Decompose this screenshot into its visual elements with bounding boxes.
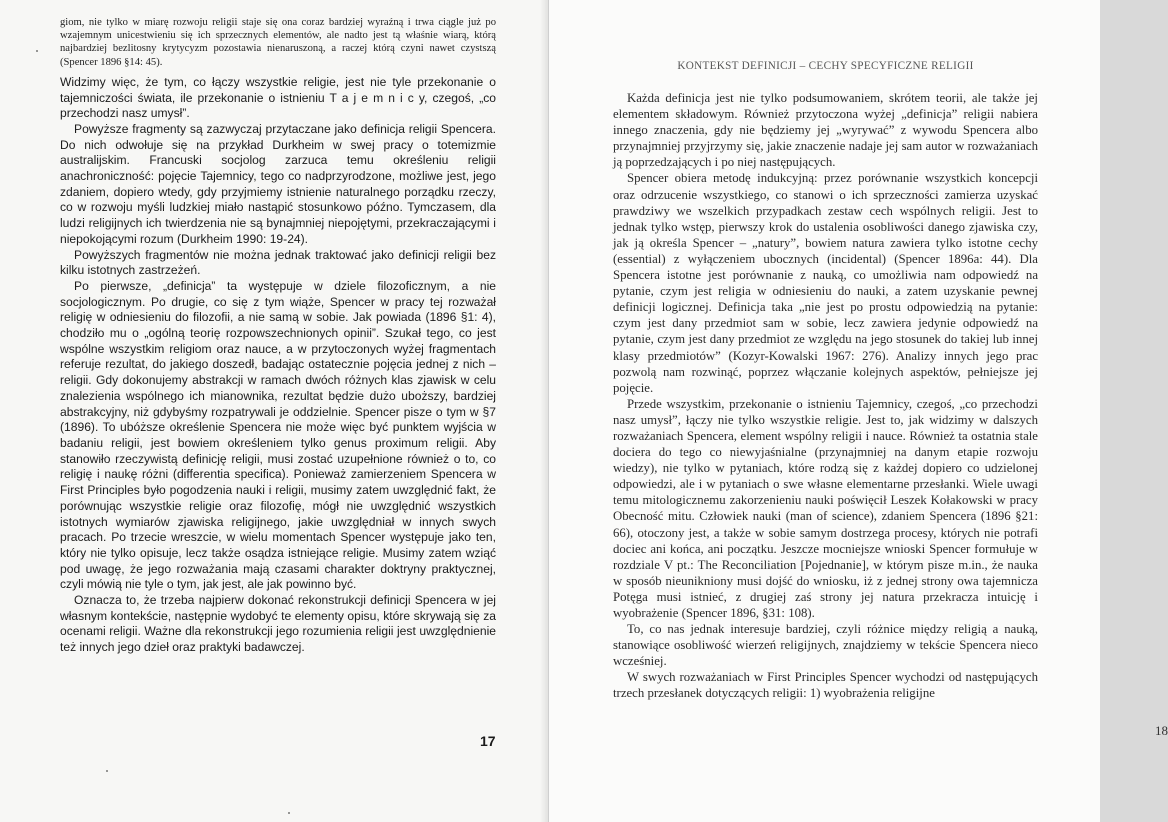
- scan-speck: [288, 812, 290, 814]
- paragraph: Spencer obiera metodę indukcyjną: przez porównanie wszystkich koncepcji oraz odrzucenie wszystkiego, co stanowi o ich sprzeczności zamierza uzyskać prawdziwy we wszelkich przypadkach zestaw cech wspólnych religii. Jest to jednak tylko wstęp, pierwszy krok do ustalenia osobliwości danego zjawiska czy, jak ją określa Spencer – „natury”, bowiem natura zawiera tylko istotne cechy (essential) z wyłączeniem ubocznych (incidental) (Spencer 1896a: 44). Dla Spencera istotne jest porównanie z nauką, co umożliwia nam odpowiedź na pytanie, czym jest religia w odniesieniu do nauki, a zatem uzyskanie pewnej definicji logicznej. Definicja taka „nie jest po prostu odpowiedzią na pytanie: czym jest dany przedmiot sam w sobie, lecz zawiera jedynie odpowiedź na pytanie, czym jest dany przedmiot ze względu na jego stosunek do takiej lub innej klasy przedmiotów” (Kozyr-Kowalski 1967: 276). Analizy innych jego prac pozwolą nam rozwinąć, poprzez włączanie kolejnych aspektów, pełniejsze jej pojęcie.: [613, 171, 1038, 395]
- page-number: 17: [480, 733, 496, 749]
- paragraph: Widzimy więc, że tym, co łączy wszystkie religie, jest nie tyle przekonanie o tajemniczości świata, ile przekonanie o istnieniu T a j e m n i c y, czegoś, „co przechodzi nasz umysł”.: [60, 74, 496, 121]
- paragraph: Powyższych fragmentów nie można jednak traktować jako definicji religii bez kilku istotnych zastrzeżeń.: [60, 247, 496, 278]
- running-head: KONTEKST DEFINICJI – CECHY SPECYFICZNE RELIGII: [677, 60, 974, 72]
- scan-speck: [106, 770, 108, 772]
- paragraph: Powyższe fragmenty są zazwyczaj przytaczane jako definicja religii Spencera. Do nich odwołuje się na przykład Durkheim w swej pracy o totemizmie australijskim. Francuski socjolog zarzuca temu określeniu religii anachroniczność: pojęcie Tajemnicy, tego co nadprzyrodzone, możliwe jest, jego zdaniem, dopiero wtedy, gdy przyjmiemy istnienie naturalnego porządku rzeczy, co w rozwoju myśli ludzkiej miało nastąpić stosunkowo późno. Tymczasem, dla ludzi religijnych ich twierdzenia nie są bynajmniej niepojętymi, przekraczającymi i niepokojącymi rozum (Durkheim 1990: 19-24).: [60, 121, 496, 246]
- paragraph: Przede wszystkim, przekonanie o istnieniu Tajemnicy, czegoś, „co przechodzi nasz umysł”, łączy nie tylko wszystkie religie. Jest to, jak widzimy w dalszych rozważaniach Spencera, element wspólny religii i nauce. Również ta ostatnia stale dociera do tego co niewyjaśnialne (przynajmniej na danym etapie rozwoju wiedzy), nie tylko w pytaniach, które rodzą się z każdej dopiero co udzielonej odpowiedzi, ale i w pytaniach o swe własne elementarne przesłanki. Wiele uwagi temu mitologicznemu zakorzenieniu nauki poświęcił Leszek Kołakowski w pracy Obecność mitu. Człowiek nauki (man of science), zdaniem Spencera (1896 §21: 66), otoczony jest, a także w sobie samym dostrzega procesy, których nie potrafi dociec ani końca, ani początku. Jeszcze mocniejsze wnioski Spencer formułuje w rozdziale V pt.: The Reconciliation [Pojednanie], w którym pisze m.in., że nauka w sposób nieunikniony musi dojść do wniosku, iż z jednej strony owa tajemnicza Potęga musi istnieć, z drugiej zaś strony jej natura przekracza intuicję i wyobrażenie (Spencer 1896, §31: 108).: [613, 396, 1038, 620]
- scan-speck: [36, 50, 38, 52]
- paragraph: W swych rozważaniach w First Principles Spencer wychodzi od następujących trzech przesłanek dotyczących religii: 1) wyobrażenia religijne: [613, 670, 1038, 701]
- paragraph: To, co nas jednak interesuje bardziej, czyli różnice między religią a nauką, stanowiące osobliwość wierzeń religijnych, znajdziemy w tekście Spencera nieco wcześniej.: [613, 622, 1038, 669]
- paragraph: Oznacza to, że trzeba najpierw dokonać rekonstrukcji definicji Spencera w jej własnym kontekście, następnie wydobyć te elementy opisu, które skrywają się za ocenami religii. Ważne dla rekonstrukcji jego rozumienia religii jest uwzględnienie też innych jego dzieł oraz praktyki badawczej.: [60, 593, 496, 655]
- paragraph: Po pierwsze, „definicja” ta występuje w dziele filozoficznym, a nie socjologicznym. Po drugie, co się z tym wiąże, Spencer w pracy tej rozważał religię w odniesieniu do filozofii, a nie samą w sobie. Jak powiada (1896 §1: 4), chodziło mu o „ogólną teorię rozpowszechnionych opinii”. Szukał tego, co jest wspólne wszystkim religiom oraz nauce, a w przytoczonych wyżej fragmentach referuje rezultat, do jakiego doszedł, badając ostatecznie pojęcia jednej z nich – religii. Gdy dokonujemy abstrakcji w ramach dwóch różnych klas zjawisk w celu znalezienia wspólnego ich mianownika, rezultat będzie dużo uboższy, bardziej abstrakcyjny, niż gdybyśmy rozpatrywali je oddzielnie. Spencer pisze o tym w §7 (1896). To ubóższe określenie Spencera nie może więc być punktem wyjścia w badaniu religii, jest bowiem określeniem tylko genus proximum religii. Aby stanowiło rzeczywistą definicję religii, musi zostać uzupełnione również o to, co religię i naukę różni (differentia specifica). Ponieważ zamierzeniem Spencera w First Principles było pogodzenia nauki i religii, musimy zatem uwzględnić fakt, że porównując wszystkie religie oraz filozofię, mógł nie uwzględnić wszystkich istotnych wymiarów zjawiska religijnego, jakie uwzględniał w innych swych pracach. Po trzecie wreszcie, w wielu momentach Spencer występuje jako ten, który nie tylko opisuje, lecz także osądza istniejące religie. Musimy zatem wziąć pod uwagę, że jego rozważania mają czasami charakter doktryny praktycznej, czyli mówią nie tyle o tym, jak jest, ale jak powinno być.: [60, 278, 496, 592]
- paragraph: Każda definicja jest nie tylko podsumowaniem, skrótem teorii, ale także jej elementem składowym. Również przytoczona wyżej „definicja” religii nabiera innego znaczenia, gdy nie będziemy jej „wyrywać” z wywodu Spencera albo przynajmniej przyjrzymy się, jakie znaczenie nadaje jej sam autor w rozważaniach ją poprzedzających i po niej następujących.: [613, 91, 1038, 170]
- block-quote: giom, nie tylko w miarę rozwoju religii staje się ona coraz bardziej wyraźną i trwa ciągle już po wzajemnym unicestwieniu się ich sprzecznych elementów, ale nadto jest tą właśnie wiarą, którą najbardziej bezlitosny krytycyzm pozostawia nienaruszoną, a raczej którą czyni nawet czystszą (Spencer 1896 §14: 45).: [60, 17, 496, 68]
- page-number: 18: [1155, 723, 1168, 738]
- left-page: [0, 0, 548, 822]
- right-page: [548, 0, 1168, 822]
